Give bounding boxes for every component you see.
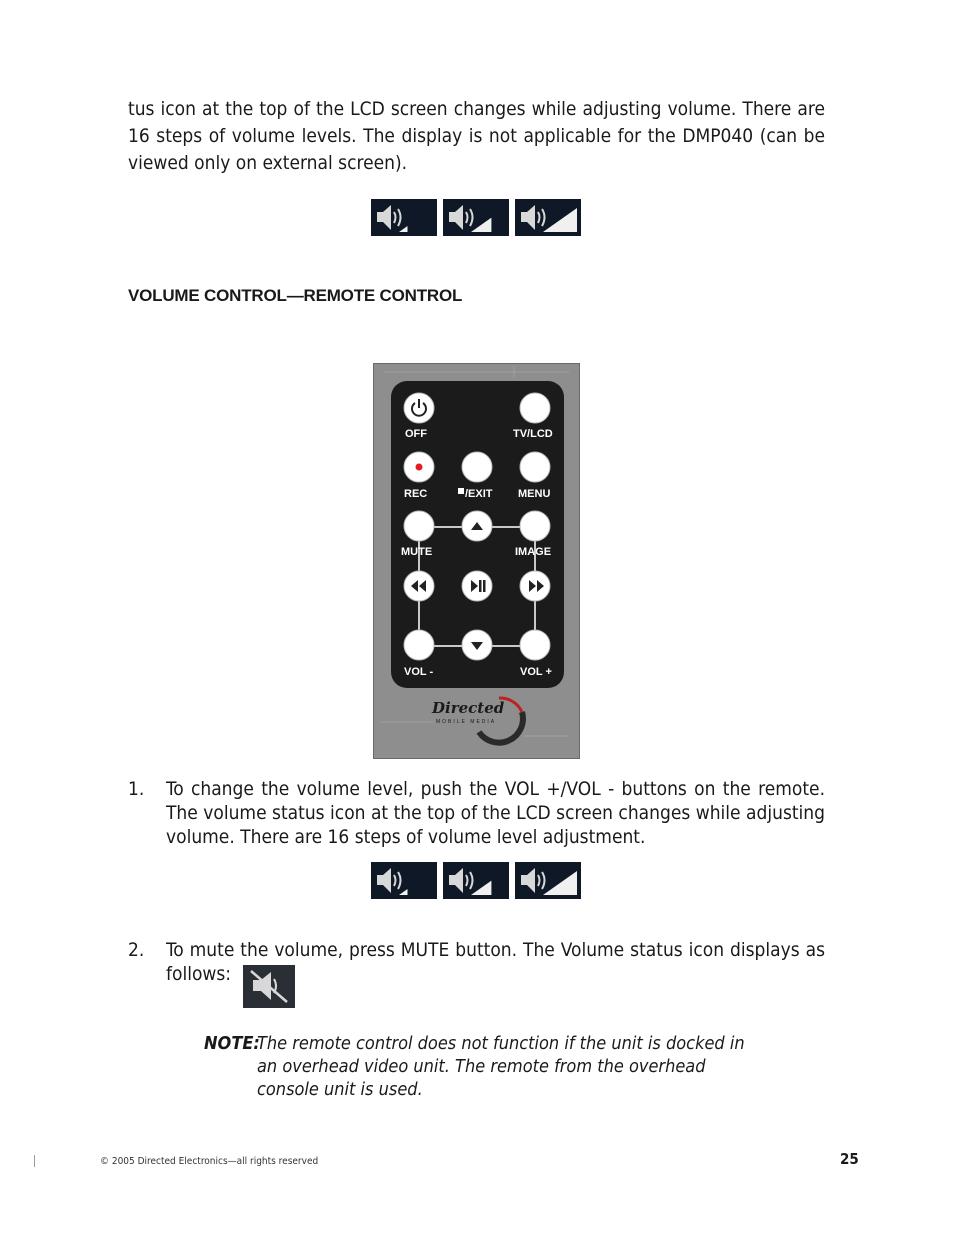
note-text: The remote control does not function if the unit is docked in an overhead video unit. The remote from the overhead console unit is used.: [257, 1033, 745, 1100]
logo-subtext: MOBILE MEDIA: [436, 719, 497, 725]
section-heading: VOLUME CONTROL—REMOTE CONTROL: [128, 286, 463, 305]
tvlcd-label: TV/LCD: [513, 428, 553, 440]
list-text: To change the volume level, push the VOL +/VOL - buttons on the remote. The volume status icon at the top of the LCD screen changes while adjusting volume. There are 16 steps of volume level adjustment.: [166, 778, 825, 848]
mute-button[interactable]: [404, 511, 434, 541]
volume-level-bar: [543, 871, 577, 895]
list-number: 2.: [128, 939, 145, 961]
menu-label: MENU: [518, 488, 551, 500]
vol-minus-label: VOL -: [404, 666, 434, 678]
volume-level-bar: [471, 881, 491, 895]
tvlcd-button[interactable]: [520, 393, 550, 423]
footer-divider: [34, 1155, 35, 1167]
muted-volume-icon: [243, 965, 295, 1008]
volume-medium-icon: [443, 862, 509, 899]
rec-dot-icon: [416, 464, 423, 471]
list-text: To mute the volume, press MUTE button. The Volume status icon displays as follows:: [166, 939, 825, 985]
volume-high-icon: [515, 199, 581, 236]
mute-label: MUTE: [401, 546, 433, 558]
page-number: 25: [840, 1150, 859, 1168]
menu-button[interactable]: [520, 452, 550, 482]
volume-level-bar: [471, 218, 491, 232]
logo-text: Directed: [432, 699, 505, 717]
note-label: NOTE:: [204, 1033, 260, 1054]
directed-logo: [431, 698, 523, 743]
volume-low-icon: [371, 862, 437, 899]
volume-icons-row-bottom: [371, 862, 581, 899]
copyright-footer: © 2005 Directed Electronics—all rights reserved: [100, 1156, 319, 1167]
stop-exit-button[interactable]: [462, 452, 492, 482]
image-label: IMAGE: [515, 546, 552, 558]
volume-low-icon: [371, 199, 437, 236]
rec-label: REC: [404, 488, 428, 500]
volume-level-bar: [399, 889, 408, 895]
remote-control-image: [373, 363, 580, 759]
stop-icon: [458, 488, 464, 494]
volume-level-bar: [543, 208, 577, 232]
volume-medium-icon: [443, 199, 509, 236]
remote-control-illustration: [374, 364, 579, 758]
vol-plus-button[interactable]: [520, 630, 550, 660]
volume-high-icon: [515, 862, 581, 899]
intro-paragraph: tus icon at the top of the LCD screen changes while adjusting volume. There are 16 steps of volume levels. The display is not applicable for the DMP040 (can be viewed only on external screen).: [128, 98, 825, 174]
image-button[interactable]: [520, 511, 550, 541]
volume-level-bar: [399, 226, 408, 232]
off-label: OFF: [405, 428, 427, 440]
list-number: 1.: [128, 778, 145, 800]
exit-label: /EXIT: [465, 488, 493, 500]
volume-icons-row-top: [371, 199, 581, 236]
vol-plus-label: VOL +: [520, 666, 552, 678]
vol-minus-button[interactable]: [404, 630, 434, 660]
